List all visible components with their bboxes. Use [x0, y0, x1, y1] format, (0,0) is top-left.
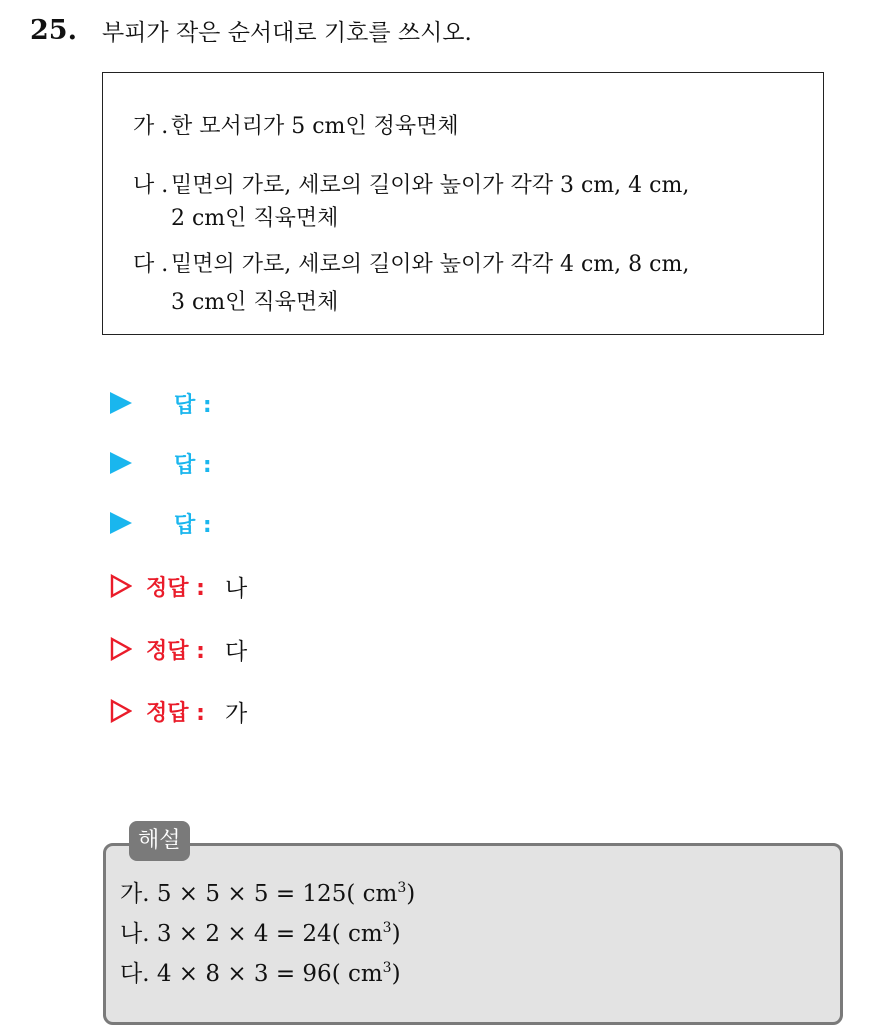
play-triangle-icon [110, 512, 132, 534]
outline-triangle-icon [110, 699, 132, 723]
answer-row [110, 443, 212, 483]
explanation-line [120, 954, 401, 994]
explanation-close: ) [391, 921, 401, 947]
correct-value: 다 [224, 638, 248, 665]
answer-label: 답 : [174, 452, 212, 478]
explanation-expr: 5 × 5 × 5 = 125( cm [156, 881, 398, 907]
item-label: 나 . [133, 173, 169, 198]
correct-value: 나 [224, 575, 248, 602]
answer-label: 답 : [174, 512, 212, 538]
correct-answer-row [110, 691, 247, 731]
correct-label: 정답 : [146, 575, 205, 601]
item-ga [133, 107, 459, 147]
explanation-exponent: 3 [397, 880, 407, 896]
outline-triangle-icon [110, 637, 132, 661]
play-triangle-icon [110, 452, 132, 474]
item-da [133, 245, 689, 285]
item-text: 한 모서리가 5 cm인 정육면체 [171, 114, 459, 139]
question-text: 부피가 작은 순서대로 기호를 쓰시오. [102, 19, 472, 46]
play-triangle-icon [110, 392, 132, 414]
explanation-prefix: 가. [120, 881, 150, 907]
explanation-prefix: 나. [120, 921, 150, 947]
correct-answer-row [110, 629, 247, 669]
item-label: 가 . [133, 114, 169, 139]
correct-label: 정답 : [146, 700, 205, 726]
explanation-expr: 3 × 2 × 4 = 24( cm [156, 921, 383, 947]
explanation-prefix: 다. [120, 961, 150, 987]
answer-row [110, 383, 212, 423]
explanation-exponent: 3 [382, 920, 392, 936]
explanation-line [120, 874, 415, 914]
explanation-close: ) [391, 961, 401, 987]
correct-answer-row [110, 566, 247, 606]
item-na-continued: 2 cm인 직육면체 [171, 206, 339, 231]
item-text: 밑면의 가로, 세로의 길이와 높이가 각각 4 cm, 8 cm, [171, 252, 690, 277]
explanation-title: 해설 [129, 821, 190, 861]
correct-label: 정답 : [146, 638, 205, 664]
explanation-line [120, 914, 401, 954]
item-label: 다 . [133, 252, 169, 277]
explanation-exponent: 3 [382, 960, 392, 976]
answer-row [110, 503, 212, 543]
outline-triangle-icon [110, 574, 132, 598]
question-header [30, 10, 472, 50]
problem-box [102, 72, 824, 335]
explanation-close: ) [406, 881, 416, 907]
explanation-expr: 4 × 8 × 3 = 96( cm [156, 961, 383, 987]
item-text: 밑면의 가로, 세로의 길이와 높이가 각각 3 cm, 4 cm, [171, 173, 690, 198]
correct-value: 가 [224, 700, 248, 727]
answer-label: 답 : [174, 392, 212, 418]
item-da-continued: 3 cm인 직육면체 [171, 290, 339, 315]
question-number: 25. [30, 14, 77, 46]
